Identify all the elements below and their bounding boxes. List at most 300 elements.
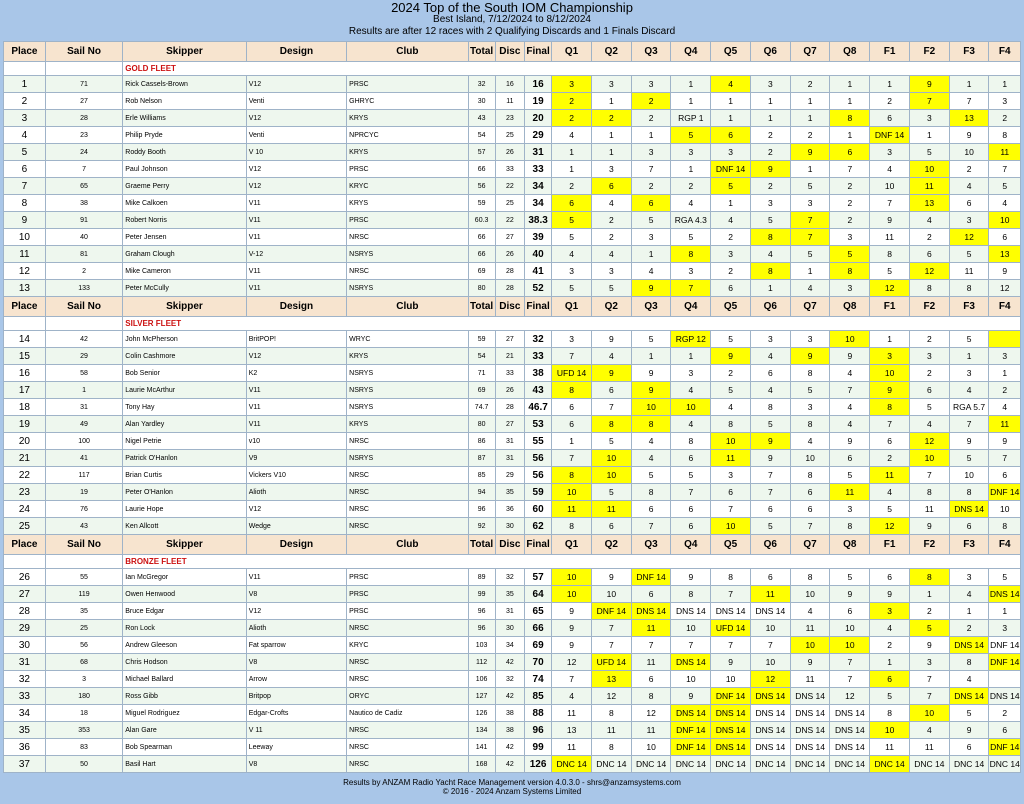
sail-no-cell: 353 bbox=[45, 722, 122, 739]
discard-cell: 16 bbox=[495, 76, 524, 93]
place-cell: 36 bbox=[4, 739, 46, 756]
race-result-cell: 10 bbox=[790, 637, 830, 654]
race-result-cell: 9 bbox=[790, 654, 830, 671]
final-cell: 46.7 bbox=[525, 399, 552, 416]
race-result-cell: 10 bbox=[989, 501, 1021, 518]
race-result-cell: 8 bbox=[671, 586, 711, 603]
race-result-cell: 10 bbox=[552, 484, 592, 501]
total-cell: 103 bbox=[468, 637, 495, 654]
place-cell: 5 bbox=[4, 144, 46, 161]
race-result-cell: 7 bbox=[750, 467, 790, 484]
total-cell: 112 bbox=[468, 654, 495, 671]
fleet-spacer bbox=[4, 317, 46, 331]
place-cell: 28 bbox=[4, 603, 46, 620]
footer-credit: Results by ANZAM Radio Yacht Race Management version 4.0.3.0 - shrs@anzamsystems.com bbox=[343, 778, 681, 787]
column-header: Club bbox=[347, 42, 468, 62]
skipper-cell: Erle Williams bbox=[123, 110, 246, 127]
race-result-cell: 10 bbox=[591, 450, 631, 467]
sail-no-cell: 58 bbox=[45, 365, 122, 382]
race-result-cell: 10 bbox=[671, 671, 711, 688]
race-result-cell: DNS 14 bbox=[790, 705, 830, 722]
race-result-cell: DNS 14 bbox=[711, 705, 751, 722]
race-result-cell: 3 bbox=[909, 348, 949, 365]
skipper-cell: Paul Johnson bbox=[123, 161, 246, 178]
race-result-cell: 10 bbox=[870, 722, 910, 739]
race-result-cell: 3 bbox=[552, 331, 592, 348]
club-cell: KRYS bbox=[347, 348, 468, 365]
sail-no-cell: 81 bbox=[45, 246, 122, 263]
design-cell: V12 bbox=[246, 348, 346, 365]
race-result-cell: 4 bbox=[591, 195, 631, 212]
race-result-cell: 1 bbox=[631, 348, 671, 365]
table-row bbox=[4, 501, 1021, 518]
sail-no-cell: 133 bbox=[45, 280, 122, 297]
race-result-cell: 2 bbox=[909, 331, 949, 348]
sail-no-cell: 68 bbox=[45, 654, 122, 671]
club-cell: NSRYS bbox=[347, 280, 468, 297]
footer-copyright: © 2016 - 2024 Anzam Systems Limited bbox=[442, 787, 582, 796]
race-result-cell: 12 bbox=[870, 280, 910, 297]
skipper-cell: Rob Nelson bbox=[123, 93, 246, 110]
column-header: Q5 bbox=[711, 535, 751, 555]
race-result-cell: DNC 14 bbox=[671, 756, 711, 773]
table-row bbox=[4, 195, 1021, 212]
race-result-cell: 8 bbox=[631, 688, 671, 705]
column-header: Skipper bbox=[123, 42, 246, 62]
race-result-cell: 5 bbox=[631, 212, 671, 229]
skipper-cell: Mike Calkoen bbox=[123, 195, 246, 212]
race-result-cell: 12 bbox=[750, 671, 790, 688]
race-result-cell: 3 bbox=[671, 263, 711, 280]
place-cell: 29 bbox=[4, 620, 46, 637]
race-result-cell: 2 bbox=[909, 365, 949, 382]
club-cell: NRSC bbox=[347, 756, 468, 773]
discard-cell: 27 bbox=[495, 229, 524, 246]
race-result-cell: 8 bbox=[750, 263, 790, 280]
column-header: Q6 bbox=[750, 297, 790, 317]
column-header-row bbox=[4, 535, 1021, 555]
design-cell: V 11 bbox=[246, 722, 346, 739]
race-result-cell: 8 bbox=[790, 569, 830, 586]
race-result-cell: 7 bbox=[790, 212, 830, 229]
discard-cell: 29 bbox=[495, 467, 524, 484]
final-cell: 56 bbox=[525, 450, 552, 467]
race-result-cell: DNF 14 bbox=[671, 722, 711, 739]
race-result-cell: 4 bbox=[909, 722, 949, 739]
race-result-cell: DNC 14 bbox=[591, 756, 631, 773]
final-cell: 70 bbox=[525, 654, 552, 671]
design-cell: Wedge bbox=[246, 518, 346, 535]
race-result-cell: 7 bbox=[830, 654, 870, 671]
race-result-cell: DNS 14 bbox=[711, 603, 751, 620]
race-result-cell: 1 bbox=[552, 144, 592, 161]
race-result-cell: 9 bbox=[949, 433, 989, 450]
race-result-cell: 1 bbox=[870, 76, 910, 93]
design-cell: V12 bbox=[246, 76, 346, 93]
column-header: Total bbox=[468, 297, 495, 317]
sail-no-cell: 7 bbox=[45, 161, 122, 178]
race-result-cell: 7 bbox=[671, 280, 711, 297]
skipper-cell: Alan Yardley bbox=[123, 416, 246, 433]
race-result-cell: DNF 14 bbox=[989, 739, 1021, 756]
place-cell: 11 bbox=[4, 246, 46, 263]
sail-no-cell: 1 bbox=[45, 382, 122, 399]
column-header: Q5 bbox=[711, 297, 751, 317]
race-result-cell: 6 bbox=[631, 671, 671, 688]
race-result-cell: 11 bbox=[591, 501, 631, 518]
race-result-cell: 6 bbox=[631, 586, 671, 603]
sail-no-cell: 24 bbox=[45, 144, 122, 161]
race-result-cell: 5 bbox=[909, 399, 949, 416]
final-cell: 88 bbox=[525, 705, 552, 722]
place-cell: 10 bbox=[4, 229, 46, 246]
race-result-cell: 1 bbox=[790, 93, 830, 110]
race-result-cell: 3 bbox=[750, 195, 790, 212]
sail-no-cell: 35 bbox=[45, 603, 122, 620]
race-result-cell: 13 bbox=[591, 671, 631, 688]
race-result-cell: 2 bbox=[750, 178, 790, 195]
column-header: Design bbox=[246, 297, 346, 317]
skipper-cell: Ian McGregor bbox=[123, 569, 246, 586]
fleet-spacer bbox=[4, 555, 46, 569]
race-result-cell: 5 bbox=[552, 212, 592, 229]
design-cell: V12 bbox=[246, 110, 346, 127]
race-result-cell: 9 bbox=[870, 212, 910, 229]
total-cell: 168 bbox=[468, 756, 495, 773]
skipper-cell: Peter McCully bbox=[123, 280, 246, 297]
skipper-cell: Colin Cashmore bbox=[123, 348, 246, 365]
race-result-cell: 5 bbox=[949, 450, 989, 467]
table-row bbox=[4, 467, 1021, 484]
final-cell: 34 bbox=[525, 178, 552, 195]
race-result-cell: 5 bbox=[671, 229, 711, 246]
column-header: F1 bbox=[870, 297, 910, 317]
club-cell: NSRYS bbox=[347, 246, 468, 263]
table-row bbox=[4, 722, 1021, 739]
fleet-label-row bbox=[4, 555, 1021, 569]
total-cell: 71 bbox=[468, 365, 495, 382]
table-row bbox=[4, 212, 1021, 229]
sail-no-cell: 29 bbox=[45, 348, 122, 365]
club-cell: KRYC bbox=[347, 178, 468, 195]
race-result-cell: UFD 14 bbox=[552, 365, 592, 382]
race-result-cell: 5 bbox=[870, 263, 910, 280]
club-cell: NRSC bbox=[347, 518, 468, 535]
race-result-cell: DNF 14 bbox=[870, 127, 910, 144]
race-result-cell: 9 bbox=[870, 586, 910, 603]
design-cell: V11 bbox=[246, 263, 346, 280]
race-result-cell: 9 bbox=[552, 603, 592, 620]
race-result-cell: 8 bbox=[830, 110, 870, 127]
sail-no-cell: 28 bbox=[45, 110, 122, 127]
race-result-cell: 1 bbox=[830, 127, 870, 144]
race-result-cell: 8 bbox=[949, 280, 989, 297]
race-result-cell: 11 bbox=[790, 620, 830, 637]
fleet-spacer bbox=[4, 62, 46, 76]
race-result-cell: DNS 14 bbox=[989, 688, 1021, 705]
column-header: Q6 bbox=[750, 42, 790, 62]
race-result-cell: 3 bbox=[711, 144, 751, 161]
race-result-cell: 2 bbox=[711, 365, 751, 382]
race-result-cell: 7 bbox=[909, 467, 949, 484]
race-result-cell: 1 bbox=[830, 76, 870, 93]
race-result-cell: 11 bbox=[790, 671, 830, 688]
column-header: F2 bbox=[909, 535, 949, 555]
final-cell: 43 bbox=[525, 382, 552, 399]
race-result-cell: 2 bbox=[552, 110, 592, 127]
race-result-cell: 9 bbox=[711, 654, 751, 671]
race-result-cell: 4 bbox=[671, 416, 711, 433]
race-result-cell: 6 bbox=[870, 433, 910, 450]
skipper-cell: Patrick O'Hanlon bbox=[123, 450, 246, 467]
skipper-cell: Robert Norris bbox=[123, 212, 246, 229]
place-cell: 33 bbox=[4, 688, 46, 705]
place-cell: 25 bbox=[4, 518, 46, 535]
table-row bbox=[4, 76, 1021, 93]
column-header: Design bbox=[246, 535, 346, 555]
race-result-cell: DNS 14 bbox=[671, 705, 711, 722]
design-cell: V11 bbox=[246, 399, 346, 416]
discard-cell: 32 bbox=[495, 569, 524, 586]
skipper-cell: Andrew Gleeson bbox=[123, 637, 246, 654]
sail-no-cell: 71 bbox=[45, 76, 122, 93]
race-result-cell: 5 bbox=[591, 484, 631, 501]
race-result-cell: 6 bbox=[711, 280, 751, 297]
race-result-cell: 10 bbox=[830, 637, 870, 654]
column-header: Skipper bbox=[123, 297, 246, 317]
table-row bbox=[4, 433, 1021, 450]
race-result-cell: 7 bbox=[671, 484, 711, 501]
discard-cell: 26 bbox=[495, 246, 524, 263]
race-result-cell: 4 bbox=[909, 416, 949, 433]
discard-cell: 21 bbox=[495, 348, 524, 365]
table-row bbox=[4, 484, 1021, 501]
race-result-cell: 2 bbox=[631, 110, 671, 127]
race-result-cell: 6 bbox=[711, 484, 751, 501]
race-result-cell: 5 bbox=[989, 569, 1021, 586]
race-result-cell: 5 bbox=[552, 280, 592, 297]
race-result-cell: 1 bbox=[870, 331, 910, 348]
total-cell: 54 bbox=[468, 348, 495, 365]
race-result-cell: 4 bbox=[631, 263, 671, 280]
race-result-cell: 8 bbox=[830, 263, 870, 280]
race-result-cell: 5 bbox=[790, 382, 830, 399]
race-result-cell: 4 bbox=[949, 586, 989, 603]
race-result-cell: 2 bbox=[790, 76, 830, 93]
discard-cell: 28 bbox=[495, 399, 524, 416]
place-cell: 8 bbox=[4, 195, 46, 212]
total-cell: 96 bbox=[468, 620, 495, 637]
design-cell: V11 bbox=[246, 280, 346, 297]
race-result-cell: 1 bbox=[711, 195, 751, 212]
race-result-cell: 7 bbox=[631, 161, 671, 178]
race-result-cell: 3 bbox=[591, 76, 631, 93]
race-result-cell: 11 bbox=[870, 229, 910, 246]
design-cell: V9 bbox=[246, 450, 346, 467]
race-result-cell: 8 bbox=[909, 280, 949, 297]
race-result-cell: UFD 14 bbox=[711, 620, 751, 637]
sail-no-cell: 56 bbox=[45, 637, 122, 654]
skipper-cell: Miguel Rodriguez bbox=[123, 705, 246, 722]
race-result-cell: 6 bbox=[909, 382, 949, 399]
column-header: F1 bbox=[870, 535, 910, 555]
race-result-cell: 8 bbox=[790, 416, 830, 433]
total-cell: 96 bbox=[468, 501, 495, 518]
skipper-cell: Tony Hay bbox=[123, 399, 246, 416]
race-result-cell: 4 bbox=[790, 603, 830, 620]
race-result-cell: 5 bbox=[989, 178, 1021, 195]
race-result-cell: RGA 4.3 bbox=[671, 212, 711, 229]
race-result-cell: 4 bbox=[591, 246, 631, 263]
race-result-cell: 1 bbox=[631, 246, 671, 263]
race-result-cell: 2 bbox=[909, 603, 949, 620]
discard-cell: 28 bbox=[495, 280, 524, 297]
race-result-cell: 9 bbox=[552, 637, 592, 654]
design-cell: V11 bbox=[246, 229, 346, 246]
total-cell: 89 bbox=[468, 569, 495, 586]
race-result-cell: 1 bbox=[750, 93, 790, 110]
race-result-cell: 7 bbox=[989, 450, 1021, 467]
race-result-cell: 10 bbox=[870, 178, 910, 195]
discard-cell: 35 bbox=[495, 484, 524, 501]
discard-cell: 33 bbox=[495, 161, 524, 178]
column-header: Total bbox=[468, 535, 495, 555]
race-result-cell: 7 bbox=[989, 161, 1021, 178]
race-result-cell: 9 bbox=[830, 348, 870, 365]
race-result-cell: 7 bbox=[552, 348, 592, 365]
final-cell: 16 bbox=[525, 76, 552, 93]
race-result-cell: 3 bbox=[870, 348, 910, 365]
race-result-cell: 2 bbox=[711, 229, 751, 246]
sail-no-cell: 119 bbox=[45, 586, 122, 603]
total-cell: 57 bbox=[468, 144, 495, 161]
sail-no-cell: 180 bbox=[45, 688, 122, 705]
fleet-spacer bbox=[45, 62, 122, 76]
race-result-cell: DNS 14 bbox=[750, 722, 790, 739]
skipper-cell: Mike Cameron bbox=[123, 263, 246, 280]
race-result-cell: 2 bbox=[671, 178, 711, 195]
race-result-cell: 3 bbox=[830, 501, 870, 518]
club-cell: NSRYS bbox=[347, 450, 468, 467]
column-header: F3 bbox=[949, 42, 989, 62]
race-result-cell: 8 bbox=[591, 739, 631, 756]
column-header: Q7 bbox=[790, 297, 830, 317]
race-result-cell: 4 bbox=[750, 382, 790, 399]
place-cell: 21 bbox=[4, 450, 46, 467]
final-cell: 126 bbox=[525, 756, 552, 773]
race-result-cell: 7 bbox=[631, 637, 671, 654]
place-cell: 19 bbox=[4, 416, 46, 433]
race-result-cell: 10 bbox=[711, 433, 751, 450]
total-cell: 141 bbox=[468, 739, 495, 756]
race-result-cell: DNS 14 bbox=[830, 739, 870, 756]
design-cell: Leeway bbox=[246, 739, 346, 756]
final-cell: 38.3 bbox=[525, 212, 552, 229]
race-result-cell: 8 bbox=[750, 399, 790, 416]
total-cell: 59 bbox=[468, 195, 495, 212]
total-cell: 80 bbox=[468, 280, 495, 297]
design-cell: Britpop bbox=[246, 688, 346, 705]
race-result-cell: 1 bbox=[790, 161, 830, 178]
skipper-cell: Laurie McArthur bbox=[123, 382, 246, 399]
race-result-cell: 3 bbox=[870, 144, 910, 161]
race-result-cell: RGP 1 bbox=[671, 110, 711, 127]
table-row bbox=[4, 246, 1021, 263]
race-result-cell: 10 bbox=[909, 450, 949, 467]
race-result-cell: 6 bbox=[830, 603, 870, 620]
race-result-cell: 4 bbox=[591, 348, 631, 365]
place-cell: 18 bbox=[4, 399, 46, 416]
race-result-cell: 2 bbox=[790, 127, 830, 144]
race-result-cell: 5 bbox=[790, 246, 830, 263]
total-cell: 66 bbox=[468, 229, 495, 246]
race-result-cell: 4 bbox=[909, 212, 949, 229]
race-result-cell: 6 bbox=[750, 569, 790, 586]
table-row bbox=[4, 365, 1021, 382]
race-result-cell: DNS 14 bbox=[989, 586, 1021, 603]
race-result-cell: 4 bbox=[830, 416, 870, 433]
race-result-cell: 11 bbox=[711, 450, 751, 467]
race-result-cell: 3 bbox=[750, 76, 790, 93]
design-cell: Venti bbox=[246, 127, 346, 144]
race-result-cell: 6 bbox=[750, 501, 790, 518]
design-cell: K2 bbox=[246, 365, 346, 382]
race-result-cell: DNC 14 bbox=[870, 756, 910, 773]
race-result-cell: 1 bbox=[711, 93, 751, 110]
skipper-cell: Bruce Edgar bbox=[123, 603, 246, 620]
race-result-cell: 6 bbox=[591, 178, 631, 195]
table-row bbox=[4, 450, 1021, 467]
column-header: Sail No bbox=[45, 535, 122, 555]
race-result-cell: 1 bbox=[671, 93, 711, 110]
race-result-cell: 2 bbox=[830, 178, 870, 195]
final-cell: 39 bbox=[525, 229, 552, 246]
race-result-cell: 2 bbox=[830, 195, 870, 212]
race-result-cell: 10 bbox=[909, 161, 949, 178]
race-result-cell: 3 bbox=[989, 620, 1021, 637]
race-result-cell: 8 bbox=[750, 229, 790, 246]
race-result-cell: 8 bbox=[591, 416, 631, 433]
sail-no-cell: 3 bbox=[45, 671, 122, 688]
table-row bbox=[4, 382, 1021, 399]
design-cell: Alioth bbox=[246, 484, 346, 501]
column-header: Disc bbox=[495, 42, 524, 62]
discard-cell: 42 bbox=[495, 756, 524, 773]
total-cell: 30 bbox=[468, 93, 495, 110]
total-cell: 69 bbox=[468, 382, 495, 399]
table-row bbox=[4, 144, 1021, 161]
total-cell: 80 bbox=[468, 416, 495, 433]
race-result-cell: 3 bbox=[949, 365, 989, 382]
discard-cell: 33 bbox=[495, 365, 524, 382]
race-result-cell: 1 bbox=[552, 433, 592, 450]
race-result-cell: 5 bbox=[790, 178, 830, 195]
column-header: Q7 bbox=[790, 535, 830, 555]
race-result-cell: 8 bbox=[631, 484, 671, 501]
total-cell: 66 bbox=[468, 161, 495, 178]
race-result-cell: 4 bbox=[750, 348, 790, 365]
race-result-cell: 10 bbox=[711, 518, 751, 535]
place-cell: 32 bbox=[4, 671, 46, 688]
race-result-cell: 11 bbox=[830, 484, 870, 501]
results-table-wrapper bbox=[3, 41, 1021, 773]
race-result-cell: 7 bbox=[830, 161, 870, 178]
race-result-cell: 8 bbox=[711, 569, 751, 586]
race-result-cell: 5 bbox=[949, 246, 989, 263]
race-result-cell: 3 bbox=[909, 110, 949, 127]
race-result-cell: 8 bbox=[552, 518, 592, 535]
race-result-cell: 2 bbox=[631, 93, 671, 110]
